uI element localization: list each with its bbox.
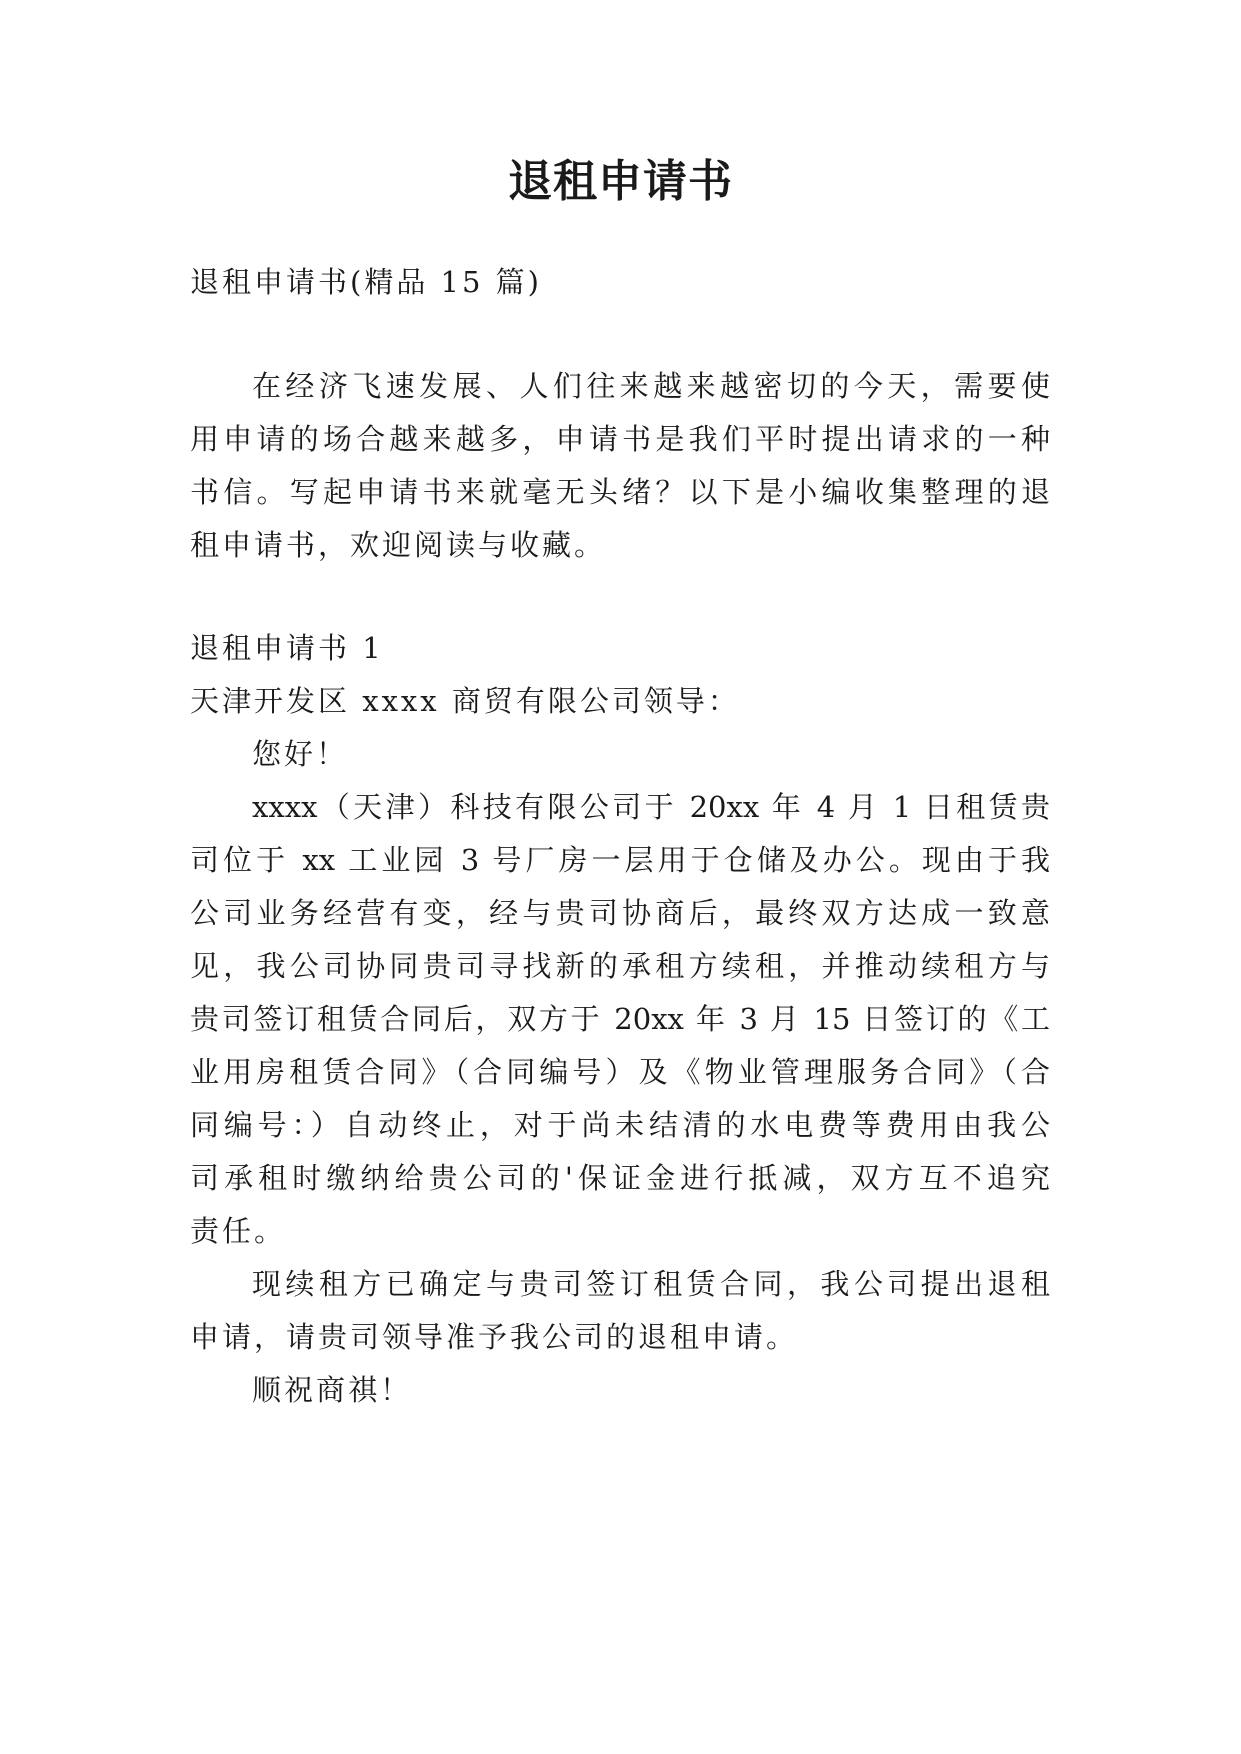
section-heading: 退租申请书 1 xyxy=(190,631,384,665)
body-line: 业用房租赁合同》（合同编号）及《物业管理服务合同》（合 xyxy=(190,1055,1050,1089)
intro-line: 书信。写起申请书来就毫无头绪？以下是小编收集整理的退 xyxy=(190,475,1050,509)
request-line: 申请，请贵司领导准予我公司的退租申请。 xyxy=(190,1320,799,1354)
intro-line: 在经济飞速发展、人们往来越来越密切的今天，需要使 xyxy=(252,369,1050,403)
document-title: 退租申请书 xyxy=(508,156,733,207)
intro-line: 租申请书，欢迎阅读与收藏。 xyxy=(190,528,607,562)
body-line: 司承租时缴纳给贵公司的'保证金进行抵减，双方互不追究 xyxy=(190,1161,1050,1195)
body-line: 见，我公司协同贵司寻找新的承租方续租，并推动续租方与 xyxy=(190,949,1050,983)
body-line: 同编号：）自动终止，对于尚未结清的水电费等费用由我公 xyxy=(190,1108,1050,1142)
greeting: 您好！ xyxy=(252,737,349,771)
body-line: xxxx（天津）科技有限公司于 20xx 年 4 月 1 日租赁贵 xyxy=(252,790,1050,824)
request-line: 现续租方已确定与贵司签订租赁合同，我公司提出退租 xyxy=(252,1267,1050,1301)
body-line: 公司业务经营有变，经与贵司协商后，最终双方达成一致意 xyxy=(190,896,1050,930)
closing: 顺祝商祺！ xyxy=(252,1373,413,1407)
body-line: 司位于 xx 工业园 3 号厂房一层用于仓储及办公。现由于我 xyxy=(190,843,1050,877)
body-line: 责任。 xyxy=(190,1214,287,1248)
intro-line: 用申请的场合越来越多，申请书是我们平时提出请求的一种 xyxy=(190,422,1050,456)
body-line: 贵司签订租赁合同后，双方于 20xx 年 3 月 15 日签订的《工 xyxy=(190,1002,1050,1036)
addressee: 天津开发区 xxxx 商贸有限公司领导： xyxy=(190,684,740,718)
document-subtitle: 退租申请书(精品 15 篇) xyxy=(190,265,542,299)
